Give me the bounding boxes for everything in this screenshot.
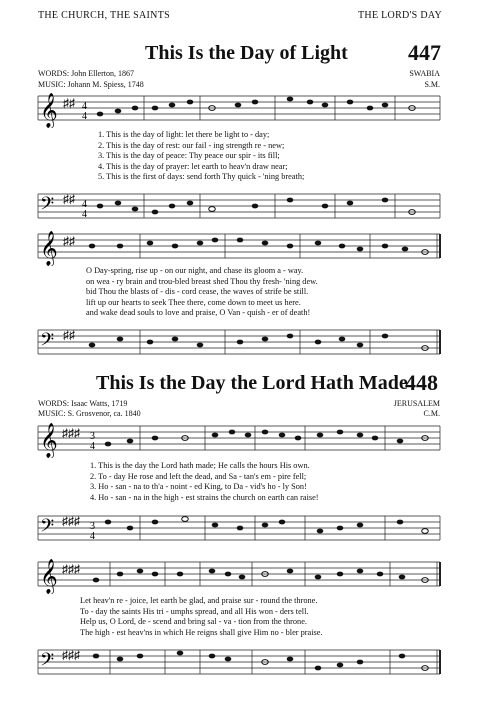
bass-staff-448-2 bbox=[0, 642, 480, 682]
lyric-line: on wea - ry brain and trou-bled breast shed Thou thy fresh- 'ning dew. bbox=[86, 276, 318, 286]
lyric-line: bid Thou the blasts of - dis - cord cease, the waves of strife be still. bbox=[86, 287, 309, 297]
svg-text:4: 4 bbox=[90, 531, 95, 542]
hymn-number-448: 448 bbox=[405, 370, 438, 395]
treble-clef-icon: 𝄞 bbox=[40, 94, 58, 127]
section-header-right: THE LORD'S DAY bbox=[358, 10, 442, 21]
bass-clef-icon: 𝄢 bbox=[40, 329, 55, 354]
treble-staff-448-1 bbox=[0, 418, 480, 458]
treble-staff-448-2 bbox=[0, 554, 480, 594]
note-icon bbox=[97, 97, 416, 117]
lyric-line: and wake dead souls to love and praise, O Van - quish - er of death! bbox=[86, 308, 311, 318]
key-signature-icon: ♯♯♯ bbox=[62, 562, 80, 576]
hymn-meter-448: C.M. bbox=[423, 409, 440, 418]
lyric-line: 2. To - day He rose and left the dead, and Sa - tan's em - pire fell; bbox=[90, 471, 307, 481]
lyric-line: 4. This is the day of prayer: let earth to heav'n draw near; bbox=[98, 161, 288, 171]
lyric-line: 1. This is the day the Lord hath made; He calls the hours His own. bbox=[90, 461, 310, 470]
lyric-line: Let heav'n re - joice, let earth be glad, and praise sur - round the throne. bbox=[80, 596, 318, 605]
svg-text:4: 4 bbox=[90, 441, 95, 452]
svg-text:3: 3 bbox=[90, 521, 95, 532]
lyric-line: 5. This is the first of days: send forth Thy quick - 'ning breath; bbox=[98, 172, 305, 182]
lyric-line: 4. Ho - san - na in the high - est strains the church on earth can raise! bbox=[90, 492, 319, 502]
bass-staff-447-1 bbox=[0, 186, 480, 226]
svg-text:4: 4 bbox=[82, 199, 87, 210]
lyric-line: The high - est heav'ns in which He reigns shall give Him no - bler praise. bbox=[80, 627, 323, 637]
svg-text:4: 4 bbox=[82, 111, 87, 122]
lyric-line: lift up our hearts to seek Thee there, come down to meet us here. bbox=[86, 297, 301, 307]
hymn-music-credit-447: MUSIC: Johann M. Spiess, 1748 bbox=[38, 80, 144, 89]
lyric-line: Help us, O Lord, de - scend and bring sal - va - tion from the throne. bbox=[80, 617, 307, 627]
lyric-line: 3. Ho - san - na to th'a - noint - ed King, to Da - vid's ho - ly Son! bbox=[90, 482, 307, 492]
key-signature-icon: ♯♯♯ bbox=[62, 514, 80, 528]
bass-clef-icon: 𝄢 bbox=[40, 193, 55, 218]
key-signature-icon: ♯♯♯ bbox=[62, 648, 80, 662]
hymn-tune-447: SWABIA bbox=[409, 69, 440, 78]
treble-clef-icon: 𝄞 bbox=[40, 560, 58, 593]
lyric-line: 1. This is the day of light: let there be light to - day; bbox=[98, 130, 270, 139]
svg-text:4: 4 bbox=[82, 209, 87, 220]
section-header-left: THE CHURCH, THE SAINTS bbox=[38, 10, 170, 21]
lyrics-block-447-1 bbox=[98, 130, 304, 183]
hymn-music-credit-448: MUSIC: S. Grosvenor, ca. 1840 bbox=[38, 409, 141, 418]
bass-staff-448-1 bbox=[0, 508, 480, 548]
key-signature-icon: ♯♯ bbox=[63, 192, 75, 206]
hymn-words-credit-447: WORDS: John Ellerton, 1867 bbox=[38, 69, 134, 78]
note-icon bbox=[105, 517, 429, 534]
lyric-line: 3. This is the day of peace: Thy peace our spir - its fill; bbox=[98, 151, 280, 161]
hymn-title-447: This Is the Day of Light bbox=[145, 42, 348, 64]
hymn-number-447: 447 bbox=[408, 40, 441, 65]
key-signature-icon: ♯♯♯ bbox=[62, 426, 80, 440]
lyric-line: To - day the saints His tri - umphs spread, and all His won - ders tell. bbox=[80, 606, 309, 616]
treble-clef-icon: 𝄞 bbox=[40, 232, 58, 265]
lyrics-block-448-1 bbox=[90, 461, 319, 503]
key-signature-icon: ♯♯ bbox=[63, 328, 75, 342]
lyric-line: O Day-spring, rise up - on our night, and chase its gloom a - way. bbox=[86, 266, 304, 275]
key-signature-icon: ♯♯ bbox=[63, 234, 75, 248]
bass-clef-icon: 𝄢 bbox=[40, 515, 55, 540]
bass-staff-447-2 bbox=[0, 322, 480, 362]
treble-clef-icon: 𝄞 bbox=[40, 424, 58, 457]
hymn-tune-448: JERUSALEM bbox=[393, 399, 440, 408]
hymn-meter-447: S.M. bbox=[424, 80, 440, 89]
svg-text:3: 3 bbox=[90, 431, 95, 442]
treble-staff-447-2 bbox=[0, 226, 480, 266]
note-icon bbox=[93, 651, 429, 671]
bass-clef-icon: 𝄢 bbox=[40, 649, 55, 674]
lyrics-block-448-2 bbox=[80, 596, 323, 638]
lyric-line: 2. This is the day of rest: our fail - ing strength re - new; bbox=[98, 140, 285, 150]
key-signature-icon: ♯♯ bbox=[63, 96, 75, 110]
hymn-title-448: This Is the Day the Lord Hath Made bbox=[96, 372, 408, 394]
treble-staff-447-1 bbox=[0, 88, 480, 128]
hymn-words-credit-448: WORDS: Isaac Watts, 1719 bbox=[38, 399, 128, 408]
lyrics-block-447-2 bbox=[86, 266, 318, 319]
svg-text:4: 4 bbox=[82, 101, 87, 112]
